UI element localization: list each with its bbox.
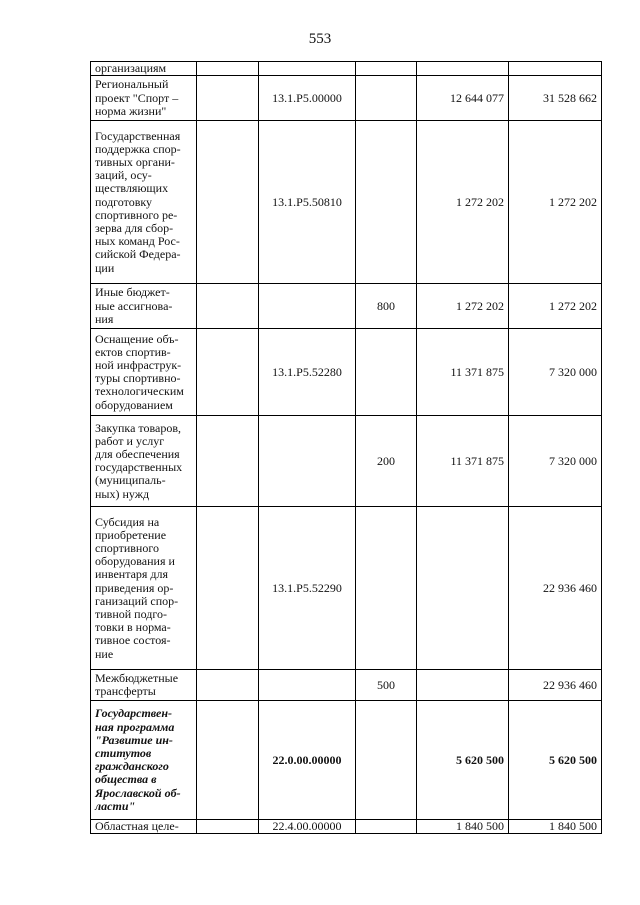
page-number: 553 [308,31,332,47]
table-row [91,416,602,507]
row-expense-type: 800 [356,284,417,329]
row-amount-2: 1 272 202 [509,284,602,329]
row-code [259,416,356,507]
empty-cell [197,820,259,834]
row-expense-type: 200 [356,416,417,507]
empty-cell [197,76,259,121]
row-name: Областная целе- [91,820,197,834]
empty-cell [197,416,259,507]
row-amount-1: 11 371 875 [417,329,509,416]
row-amount-1: 1 272 202 [417,284,509,329]
row-name: Государственная поддержка спор- тивных органи- заций, осу- ществляющих подготовку спортивного ре- зерва для сбор- ных команд Рос- сийской Федера- ции [91,121,197,284]
row-name: Оснащение объ- ектов спортив- ной инфраструк- туры спортивно- технологическим оборудованием [91,329,197,416]
table-row [91,701,602,820]
row-code: 13.1.P5.52290 [259,507,356,670]
row-expense-type [356,507,417,670]
empty-cell [197,62,259,76]
row-amount-2: 1 272 202 [509,121,602,284]
row-amount-2: 7 320 000 [509,416,602,507]
row-expense-type [356,121,417,284]
row-amount-1: 11 371 875 [417,416,509,507]
table-row [91,121,602,284]
row-amount-1: 1 272 202 [417,121,509,284]
row-expense-type [356,820,417,834]
row-name: Субсидия на приобретение спортивного оборудования и инвентаря для приведения ор- ганизаций спор- тивной подго- товки в норма- тивное состоя- ние [91,507,197,670]
empty-cell [197,507,259,670]
row-amount-1: 12 644 077 [417,76,509,121]
row-amount-1 [417,507,509,670]
row-name: Межбюджетные трансферты [91,670,197,701]
row-expense-type [356,329,417,416]
table-row [91,62,602,76]
budget-table [90,61,602,834]
row-amount-2: 5 620 500 [509,701,602,820]
empty-cell [197,329,259,416]
table-row [91,284,602,329]
row-amount-2: 1 840 500 [509,820,602,834]
table-row [91,507,602,670]
row-name: организациям [91,62,197,76]
table-row [91,670,602,701]
row-amount-2: 31 528 662 [509,76,602,121]
table-row [91,329,602,416]
row-name: Закупка товаров, работ и услуг для обеспечения государственных (муниципаль- ных) нужд [91,416,197,507]
empty-cell [197,121,259,284]
row-name: Иные бюджет- ные ассигнова- ния [91,284,197,329]
row-code [259,62,356,76]
empty-cell [197,701,259,820]
row-code [259,670,356,701]
row-amount-1 [417,670,509,701]
row-amount-2: 22 936 460 [509,670,602,701]
row-amount-2 [509,62,602,76]
row-amount-1 [417,62,509,76]
row-amount-2: 7 320 000 [509,329,602,416]
row-amount-2: 22 936 460 [509,507,602,670]
table-row [91,76,602,121]
row-amount-1: 1 840 500 [417,820,509,834]
row-expense-type [356,701,417,820]
row-name: Региональный проект "Спорт – норма жизни" [91,76,197,121]
row-name: Государствен- ная программа "Развитие ин- ститутов гражданского общества в Ярославской об- ласти" [91,701,197,820]
row-code: 13.1.P5.00000 [259,76,356,121]
empty-cell [197,284,259,329]
row-code: 22.0.00.00000 [259,701,356,820]
row-expense-type [356,62,417,76]
row-code: 13.1.P5.52280 [259,329,356,416]
empty-cell [197,670,259,701]
row-expense-type [356,76,417,121]
row-code: 13.1.P5.50810 [259,121,356,284]
row-amount-1: 5 620 500 [417,701,509,820]
row-expense-type: 500 [356,670,417,701]
row-code [259,284,356,329]
table-row [91,820,602,834]
row-code: 22.4.00.00000 [259,820,356,834]
